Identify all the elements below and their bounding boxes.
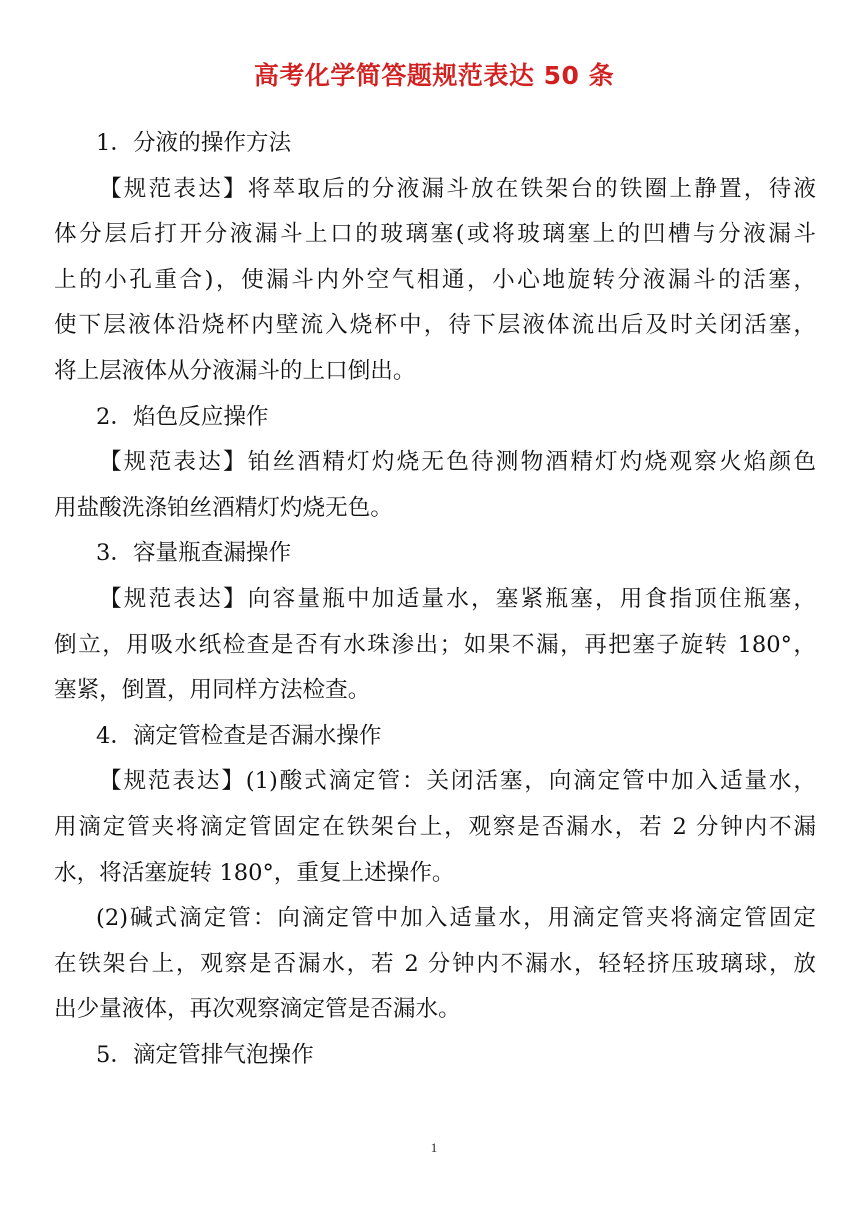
paragraph-line: 用盐酸洗涤铂丝酒精灯灼烧无色。 [54, 494, 393, 521]
section-heading-2: 2．焰色反应操作 [96, 403, 269, 430]
paragraph-line: 用滴定管夹将滴定管固定在铁架台上，观察是否漏水，若 2 分钟内不漏 [54, 813, 816, 840]
paragraph-line: 体分层后打开分液漏斗上口的玻璃塞(或将玻璃塞上的凹槽与分液漏斗 [54, 221, 816, 248]
section-heading-3: 3．容量瓶查漏操作 [96, 540, 292, 567]
paragraph-line: 出少量液体，再次观察滴定管是否漏水。 [54, 996, 461, 1023]
paragraph-line: 倒立，用吸水纸检查是否有水珠渗出；如果不漏，再把塞子旋转 180°， [54, 631, 816, 658]
paragraph-line: 将上层液体从分液漏斗的上口倒出。 [54, 357, 416, 384]
paragraph-line: 【规范表达】铂丝酒精灯灼烧无色待测物酒精灯灼烧观察火焰颜色 [99, 449, 816, 476]
paragraph-line: (2)碱式滴定管：向滴定管中加入适量水，用滴定管夹将滴定管固定 [96, 905, 816, 932]
paragraph-line: 【规范表达】向容量瓶中加适量水，塞紧瓶塞，用食指顶住瓶塞， [99, 585, 816, 612]
paragraph-line: 【规范表达】(1)酸式滴定管：关闭活塞，向滴定管中加入适量水， [99, 768, 816, 795]
page-number: 1 [430, 1140, 438, 1155]
paragraph-line: 【规范表达】将萃取后的分液漏斗放在铁架台的铁圈上静置，待液 [99, 175, 816, 202]
section-heading-4: 4．滴定管检查是否漏水操作 [96, 722, 382, 749]
paragraph-line: 上的小孔重合)，使漏斗内外空气相通，小心地旋转分液漏斗的活塞， [54, 266, 816, 293]
section-heading-5: 5．滴定管排气泡操作 [96, 1041, 314, 1068]
paragraph-line: 使下层液体沿烧杯内壁流入烧杯中，待下层液体流出后及时关闭活塞， [54, 312, 816, 339]
document-body [54, 121, 816, 1078]
paragraph-line: 塞紧，倒置，用同样方法检查。 [54, 677, 371, 704]
section-heading-1: 1．分液的操作方法 [96, 130, 292, 156]
page-title: 高考化学简答题规范表达 50 条 [253, 61, 615, 90]
paragraph-line: 水，将活塞旋转 180°，重复上述操作。 [54, 859, 455, 886]
paragraph-line: 在铁架台上，观察是否漏水，若 2 分钟内不漏水，轻轻挤压玻璃球，放 [54, 950, 816, 977]
